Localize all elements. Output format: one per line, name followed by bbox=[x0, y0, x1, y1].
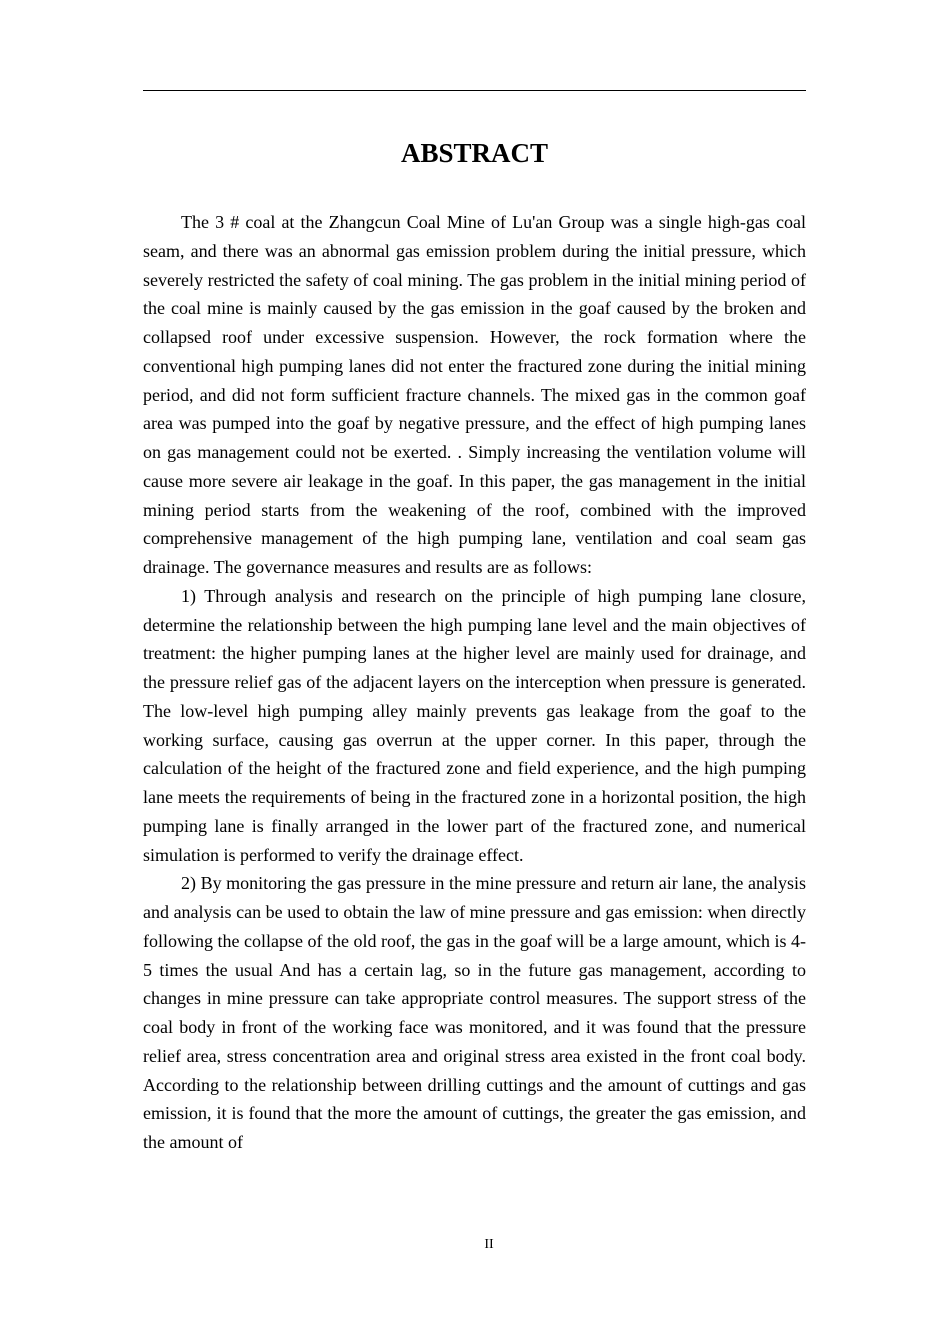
paragraph-intro: The 3 # coal at the Zhangcun Coal Mine of Lu'an Group was a single high-gas coal seam, and there was an abnormal gas emission problem during the initial pressure, which severely restricted the safety of coal mining. The gas problem in the initial mining period of the coal mine is mainly caused by the gas emission in the goaf caused by the broken and collapsed roof under excessive suspension. However, the rock formation where the conventional high pumping lanes did not enter the fractured zone during the initial mining period, and did not form sufficient fracture channels. The mixed gas in the common goaf area was pumped into the goaf by negative pressure, and the effect of high pumping lanes on gas management could not be exerted. . Simply increasing the ventilation volume will cause more severe air leakage in the goaf. In this paper, the gas management in the initial mining period starts from the weakening of the roof, combined with the improved comprehensive management of the high pumping lane, ventilation and coal seam gas drainage. The governance measures and results are as follows: bbox=[143, 212, 806, 577]
header-rule bbox=[143, 90, 806, 91]
abstract-body bbox=[143, 208, 806, 1157]
page-title: ABSTRACT bbox=[400, 138, 549, 168]
paragraph-point-2: 2) By monitoring the gas pressure in the mine pressure and return air lane, the analysis and analysis can be used to obtain the law of mine pressure and gas emission: when directly following the collapse of the old roof, the gas in the goaf will be a large amount, which is 4-5 times the usual And has a certain lag, so in the future gas management, according to changes in mine pressure can take appropriate control measures. The support stress of the coal body in front of the working face was monitored, and it was found that the pressure relief area, stress concentration area and original stress area existed in the front coal body. According to the relationship between drilling cuttings and the amount of cuttings and gas emission, it is found that the more the amount of cuttings, the greater the gas emission, and the amount of bbox=[143, 873, 807, 1152]
page-number: II bbox=[484, 1237, 494, 1252]
paragraph-point-1: 1) Through analysis and research on the principle of high pumping lane closure, determine the relationship between the high pumping lane level and the main objectives of treatment: the higher pumping lanes at the higher level are mainly used for drainage, and the pressure relief gas of the adjacent layers on the interception when pressure is generated. The low-level high pumping alley mainly prevents gas leakage from the goaf to the working surface, causing gas overrun at the upper corner. In this paper, through the calculation of the height of the fractured zone and field experience, and the high pumping lane meets the requirements of being in the fractured zone in a horizontal position, the high pumping lane is finally arranged in the lower part of the fractured zone, and numerical simulation is performed to verify the drainage effect. bbox=[143, 585, 806, 865]
